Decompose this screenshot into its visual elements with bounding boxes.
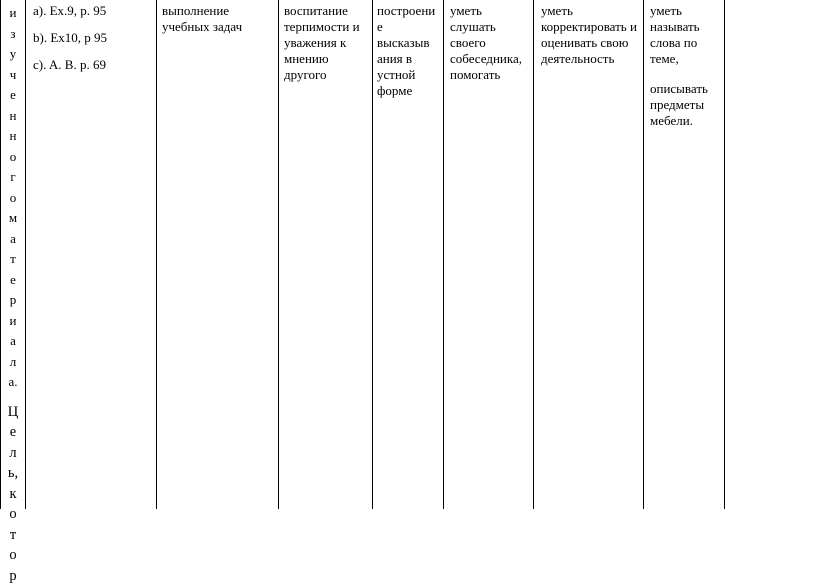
- exercise-item: а). Ex.9, p. 95: [33, 3, 151, 19]
- subject-result-paragraph: описывать предметы мебели.: [650, 81, 716, 129]
- vertical-letter: р: [4, 290, 22, 311]
- vertical-letter: о: [4, 504, 22, 525]
- table-border: [156, 0, 157, 509]
- vertical-letter: л: [4, 443, 22, 464]
- vertical-letter: е: [4, 270, 22, 291]
- table-cell-exercises: [33, 3, 151, 84]
- table-border: [643, 0, 644, 509]
- table-cell-speech: [377, 3, 423, 99]
- vertical-letter: г: [4, 167, 22, 188]
- vertical-letter: к: [4, 484, 22, 505]
- table-cell-activity: выполнение учебных задач: [162, 3, 272, 35]
- table-cell-stage-vertical-text: [4, 3, 22, 586]
- table-border: [533, 0, 534, 509]
- text-line: форме: [377, 83, 423, 99]
- table-border-right: [724, 0, 725, 509]
- exercise-item: b). Ex10, p 95: [33, 30, 151, 46]
- text-line: е: [377, 19, 423, 35]
- vertical-letter: ь,: [4, 463, 22, 484]
- table-border: [25, 0, 26, 509]
- vertical-letter: н: [4, 126, 22, 147]
- table-border: [443, 0, 444, 509]
- vertical-letter: з: [4, 24, 22, 45]
- vertical-letter: Ц: [4, 402, 22, 423]
- vertical-letter: у: [4, 44, 22, 65]
- exercise-item: c). A. B. p. 69: [33, 57, 151, 73]
- vertical-letter: т: [4, 249, 22, 270]
- vertical-letter: о: [4, 147, 22, 168]
- vertical-letter: р: [4, 566, 22, 586]
- table-cell-subject-result: [650, 3, 716, 129]
- vertical-letter: л: [4, 352, 22, 373]
- text-line: построени: [377, 3, 423, 19]
- vertical-letter: н: [4, 106, 22, 127]
- text-line: высказыв: [377, 35, 423, 51]
- vertical-letter: м: [4, 208, 22, 229]
- table-border-left: [0, 0, 1, 509]
- vertical-letter: е: [4, 422, 22, 443]
- vertical-letter: а.: [4, 372, 22, 393]
- vertical-letter: и: [4, 311, 22, 332]
- vertical-letter: а: [4, 229, 22, 250]
- table-cell-communicative: уметь слушать своего собеседника, помогать: [450, 3, 530, 83]
- table-cell-regulatory: уметь корректировать и оценивать свою деятельность: [541, 3, 641, 67]
- vertical-letter: т: [4, 525, 22, 546]
- vertical-letter: и: [4, 3, 22, 24]
- vertical-letter: о: [4, 188, 22, 209]
- vertical-text-block: [4, 3, 22, 393]
- table-border: [372, 0, 373, 509]
- vertical-letter: ч: [4, 65, 22, 86]
- table-border: [278, 0, 279, 509]
- vertical-letter: а: [4, 331, 22, 352]
- vertical-text-block: [4, 402, 22, 586]
- table-cell-personal-result: воспитание терпимости и уважения к мнению другого: [284, 3, 370, 83]
- text-line: ания в: [377, 51, 423, 67]
- vertical-letter: о: [4, 545, 22, 566]
- text-line: устной: [377, 67, 423, 83]
- subject-result-paragraph: уметь называть слова по теме,: [650, 3, 716, 67]
- vertical-letter: е: [4, 85, 22, 106]
